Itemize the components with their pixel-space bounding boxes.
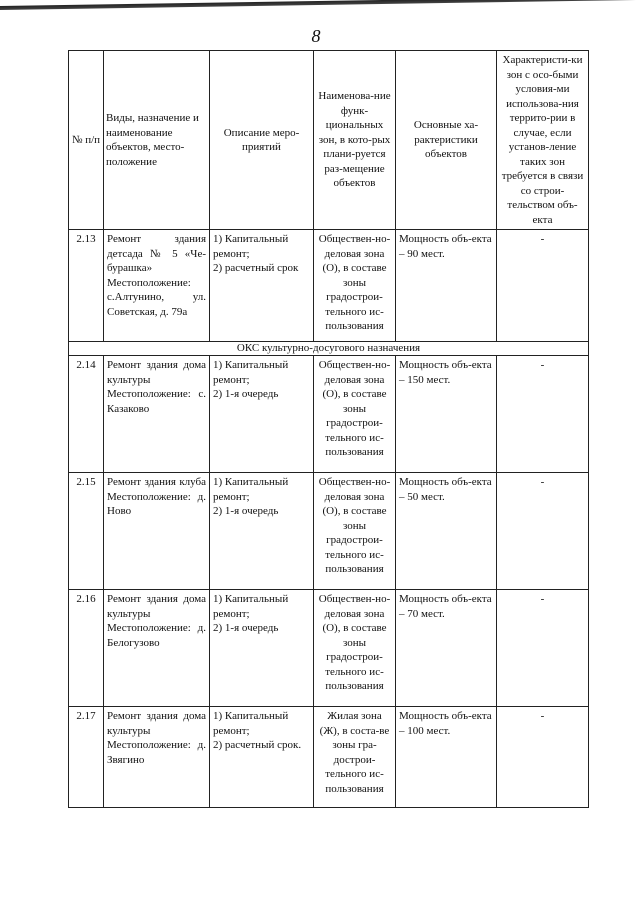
row-measures: 1) Капитальный ремонт; 2) расчетный срок [210, 230, 314, 342]
row-characteristics: Мощность объ-екта – 50 мест. [396, 473, 497, 590]
row-zone: Жилая зона (Ж), в соста-ве зоны гра-дострои-тельного ис-пользования [314, 707, 396, 808]
row-measures: 1) Капитальный ремонт; 2) 1-я очередь [210, 473, 314, 590]
row-zone: Обществен-но-деловая зона (О), в составе зоны градострои-тельного ис-пользования [314, 473, 396, 590]
section-row [69, 342, 589, 356]
header-zones: Наименова-ние функ-циональных зон, в кото-рых плани-руется раз-мещение объектов [314, 51, 396, 230]
row-num: 2.16 [69, 590, 104, 707]
row-object-name: Ремонт здания дома культуры Местоположение: с. Казаково [104, 356, 210, 473]
row-num: 2.15 [69, 473, 104, 590]
scan-top-edge-line [0, 0, 640, 10]
row-object-name: Ремонт здания дома культуры Местоположение: д. Белогузово [104, 590, 210, 707]
table-row [69, 356, 589, 473]
row-characteristics: Мощность объ-екта – 90 мест. [396, 230, 497, 342]
header-num: № п/п [69, 51, 104, 230]
objects-table [68, 50, 589, 808]
row-special-zones: - [497, 356, 589, 473]
page-number: 8 [311, 26, 321, 46]
header-characteristics: Основные ха-рактеристики объектов [396, 51, 497, 230]
table-row [69, 590, 589, 707]
table-header-row [69, 51, 589, 230]
header-types: Виды, назначение и наименование объектов, место-положение [104, 51, 210, 230]
row-object-name: Ремонт здания дома культуры Местоположение: д. Звягино [104, 707, 210, 808]
row-zone: Обществен-но-деловая зона (О), в составе зоны градострои-тельного ис-пользования [314, 230, 396, 342]
row-characteristics: Мощность объ-екта – 70 мест. [396, 590, 497, 707]
row-characteristics: Мощность объ-екта – 150 мест. [396, 356, 497, 473]
row-num: 2.14 [69, 356, 104, 473]
row-special-zones: - [497, 707, 589, 808]
row-special-zones: - [497, 230, 589, 342]
header-special-zones: Характеристи-ки зон с осо-быми условия-ми использова-ния террито-рии в случае, если установ-ление таких зон требуется в связи со строи-тельством объ-екта [497, 51, 589, 230]
row-characteristics: Мощность объ-екта – 100 мест. [396, 707, 497, 808]
row-measures: 1) Капитальный ремонт; 2) расчетный срок. [210, 707, 314, 808]
row-special-zones: - [497, 590, 589, 707]
row-num: 2.13 [69, 230, 104, 342]
table-row [69, 707, 589, 808]
header-measures: Описание меро-приятий [210, 51, 314, 230]
row-zone: Обществен-но-деловая зона (О), в составе зоны градострои-тельного ис-пользования [314, 590, 396, 707]
row-zone: Обществен-но-деловая зона (О), в составе зоны градострои-тельного ис-пользования [314, 356, 396, 473]
row-measures: 1) Капитальный ремонт; 2) 1-я очередь [210, 590, 314, 707]
row-object-name: Ремонт здания детсада № 5 «Че-бурашка» Местоположение: с.Алтунино, ул. Советская, д. 79а [104, 230, 210, 342]
row-object-name: Ремонт здания клуба Местоположение: д. Ново [104, 473, 210, 590]
row-num: 2.17 [69, 707, 104, 808]
row-special-zones: - [497, 473, 589, 590]
table-row [69, 473, 589, 590]
section-title: ОКС культурно-досугового назначения [69, 342, 589, 356]
row-measures: 1) Капитальный ремонт; 2) 1-я очередь [210, 356, 314, 473]
table-row [69, 230, 589, 342]
